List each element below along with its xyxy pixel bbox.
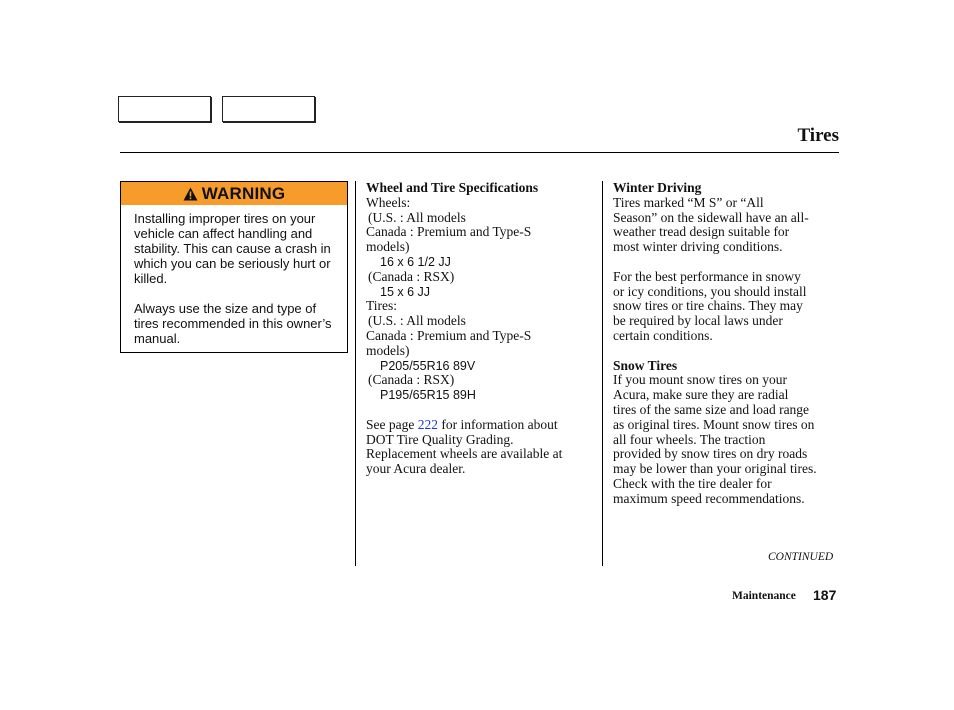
see-page-suffix: for information about <box>441 416 558 432</box>
see-page-line: your Acura dealer. <box>366 461 466 477</box>
warning-paragraph-2: Always use the size and type of tires recommended in this owner’s manual. <box>134 301 332 346</box>
warning-header <box>121 182 347 205</box>
tires-rsx-line: (Canada : RSX) <box>368 372 455 388</box>
wheel-tire-specs-column <box>366 181 596 477</box>
tire-size-value: P205/55R16 89V <box>380 358 476 373</box>
winter-text-line: most winter driving conditions. <box>613 239 783 255</box>
wheel-size-value: 16 x 6 1/2 JJ <box>380 254 451 269</box>
winter-text-line: For the best performance in snowy <box>613 268 801 284</box>
tires-models-line: Canada : Premium and Type-S <box>366 327 532 343</box>
warning-text <box>121 205 347 346</box>
winter-text-line: Season” on the sidewall have an all- <box>613 209 809 225</box>
column-divider <box>602 181 603 566</box>
tires-models-line: (U.S. : All models <box>368 313 466 329</box>
continued-label: CONTINUED <box>768 551 834 563</box>
see-page-line <box>366 418 596 433</box>
warning-label: WARNING <box>201 183 286 203</box>
snow-text-line: tires of the same size and load range <box>613 401 810 417</box>
snow-text-line: provided by snow tires on dry roads <box>613 446 808 462</box>
warning-triangle-icon <box>183 187 198 201</box>
warning-paragraph-1: Installing improper tires on your vehicle can affect handling and stability. This can cause a crash in which you can be seriously hurt or killed. <box>134 211 331 286</box>
see-page-line: Replacement wheels are available at <box>366 446 563 462</box>
winter-text-line: or icy conditions, you should install <box>613 283 807 299</box>
snow-text-line: Check with the tire dealer for <box>613 475 772 491</box>
winter-driving-heading: Winter Driving <box>613 180 702 195</box>
winter-driving-column <box>613 181 843 507</box>
page-222-link[interactable]: 222 <box>417 416 438 432</box>
wheels-models-line: Canada : Premium and Type-S <box>366 224 532 240</box>
winter-text-line: certain conditions. <box>613 327 713 343</box>
wheels-models-line: models) <box>366 239 410 255</box>
tire-size-value: P195/65R15 89H <box>380 388 476 403</box>
nav-button-next[interactable] <box>222 96 315 122</box>
see-page-line: DOT Tire Quality Grading. <box>366 431 514 447</box>
title-divider <box>120 152 839 153</box>
wheels-label: Wheels: <box>366 194 411 210</box>
snow-text-line: If you mount snow tires on your <box>613 372 787 388</box>
see-page-prefix: See page <box>366 416 415 432</box>
nav-button-previous[interactable] <box>118 96 211 122</box>
warning-box <box>120 181 348 353</box>
page-number: 187 <box>813 587 837 603</box>
winter-text-line: be required by local laws under <box>613 313 783 329</box>
specs-heading: Wheel and Tire Specifications <box>366 180 539 195</box>
snow-text-line: may be lower than your original tires. <box>613 461 817 477</box>
wheel-size-value: 15 x 6 JJ <box>380 284 431 299</box>
wheels-rsx-line: (Canada : RSX) <box>368 268 455 284</box>
snow-text-line: all four wheels. The traction <box>613 431 766 447</box>
snow-text-line: maximum speed recommendations. <box>613 490 805 506</box>
winter-text-line: weather tread design suitable for <box>613 224 790 240</box>
snow-text-line: Acura, make sure they are radial <box>613 387 789 403</box>
wheels-models-line: (U.S. : All models <box>368 209 466 225</box>
winter-text-line: Tires marked “M S” or “All <box>613 194 764 210</box>
tires-models-line: models) <box>366 342 410 358</box>
section-label: Maintenance <box>732 590 796 602</box>
page-title: Tires <box>797 125 839 146</box>
column-divider <box>355 181 356 566</box>
snow-tires-heading: Snow Tires <box>613 357 678 373</box>
tires-label: Tires: <box>366 298 398 314</box>
snow-text-line: as original tires. Mount snow tires on <box>613 416 815 432</box>
winter-text-line: snow tires or tire chains. They may <box>613 298 803 314</box>
